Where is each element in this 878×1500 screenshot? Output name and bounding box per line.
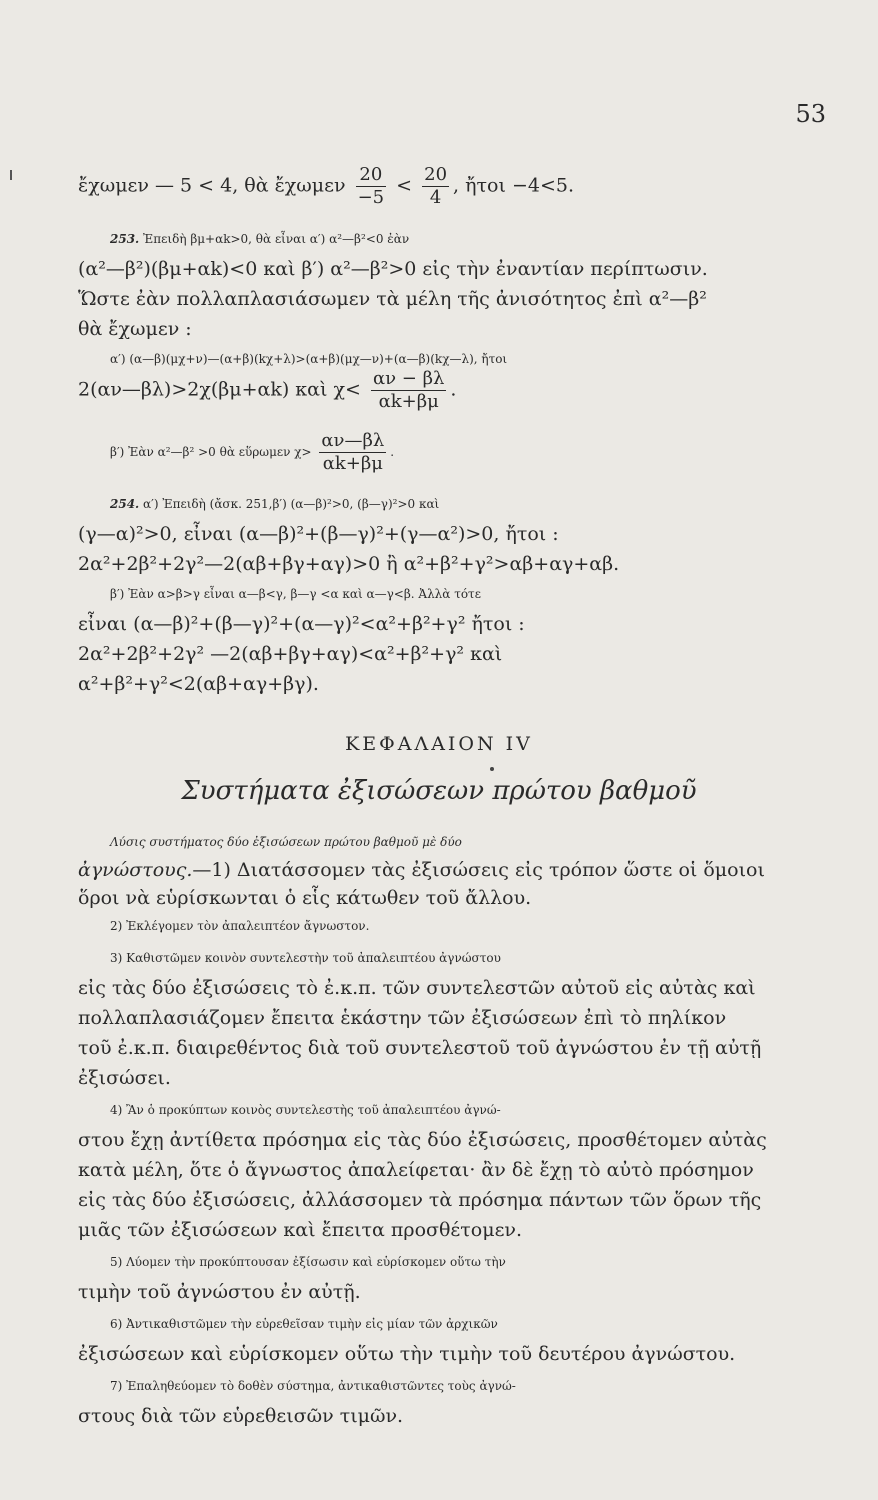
section-title: Συστήματα ἐξισώσεων πρώτου βαθμοῦ bbox=[181, 776, 697, 806]
dot-ornament bbox=[490, 767, 494, 771]
chapter-heading: ΚΕΦΑΛΑΙΟΝ IV bbox=[345, 733, 533, 755]
text-line bbox=[110, 432, 870, 473]
text-line: 2α²+2β²+2γ²—2(αβ+βγ+αγ)>0 ἢ α²+β²+γ²>αβ+αγ+αβ. bbox=[78, 553, 620, 575]
text-span: α′) Ἐπειδὴ (ἄσκ. 251,β′) (α—β)²>0, (β—γ)²>0 καὶ bbox=[139, 497, 440, 511]
text-line: στου ἔχῃ ἀντίθετα πρόσημα εἰς τὰς δύο ἐξισώσεις, προσθέτομεν αὐτὰς bbox=[78, 1129, 767, 1151]
text-line: εἰς τὰς δύο ἐξισώσεις τὸ ἐ.κ.π. τῶν συντελεστῶν αὐτοῦ εἰς αὐτὰς καὶ bbox=[78, 977, 756, 999]
text-line: ἐξισώσεων καὶ εὑρίσκομεν οὕτω τὴν τιμὴν τοῦ δευτέρου ἀγνώστου. bbox=[78, 1343, 736, 1365]
fraction bbox=[371, 370, 446, 411]
exercise-number: 253. bbox=[110, 232, 140, 246]
text-span: ἔχωμεν — 5 < 4, θὰ ἔχωμεν bbox=[78, 174, 346, 197]
exercise-number: 254. bbox=[110, 497, 140, 511]
text-line: 7) Ἐπαληθεύομεν τὸ δοθὲν σύστημα, ἀντικαθιστῶντες τοὺς ἀγνώ- bbox=[110, 1379, 516, 1393]
text-line: τιμὴν τοῦ ἀγνώστου ἐν αὐτῇ. bbox=[78, 1281, 361, 1303]
text-line: 2) Ἐκλέγομεν τὸν ἀπαλειπτέον ἄγνωστον. bbox=[110, 919, 370, 933]
text-span: Ἐπειδὴ βμ+αk>0, θὰ εἶναι α′) α²—β²<0 ἐὰν bbox=[139, 232, 410, 246]
fraction-denominator: −5 bbox=[357, 187, 385, 208]
fraction-numerator: 20 bbox=[424, 164, 448, 185]
text-span: , ἤτοι −4<5. bbox=[453, 174, 575, 197]
fraction-denominator: αk+βμ bbox=[319, 452, 386, 473]
fraction-denominator: αk+βμ bbox=[371, 390, 446, 411]
text-line: 4) Ἂν ὁ προκύπτων κοινὸς συντελεστὴς τοῦ ἀπαλειπτέου ἀγνώ- bbox=[110, 1103, 501, 1117]
text-line: ἐξισώσει. bbox=[78, 1067, 171, 1089]
text-line: α′) (α—β)(μχ+ν)—(α+β)(kχ+λ)>(α+β)(μχ—ν)+(α—β)(kχ—λ), ἤτοι bbox=[110, 352, 508, 366]
margin-mark bbox=[10, 170, 12, 180]
text-line: εἰς τὰς δύο ἐξισώσεις, ἀλλάσσομεν τὰ πρόσημα πάντων τῶν ὅρων τῆς bbox=[78, 1189, 762, 1211]
text-line: πολλαπλασιάζομεν ἔπειτα ἑκάστην τῶν ἐξισώσεων ἐπὶ τὸ πηλίκον bbox=[78, 1007, 727, 1029]
text-line: 3) Καθιστῶμεν κοινὸν συντελεστὴν τοῦ ἀπαλειπτέου ἀγνώστου bbox=[110, 951, 501, 965]
text-line: β′) Ἐὰν α>β>γ εἶναι α—β<γ, β—γ <α καὶ α—γ<β. Ἀλλὰ τότε bbox=[110, 587, 481, 601]
text-line bbox=[78, 166, 838, 207]
fraction-numerator: αν − βλ bbox=[372, 368, 445, 389]
text-line: μιᾶς τῶν ἐξισώσεων καὶ ἔπειτα προσθέτομεν. bbox=[78, 1219, 523, 1241]
fraction bbox=[356, 166, 387, 207]
page-number: 53 bbox=[795, 100, 826, 128]
text-line bbox=[78, 370, 838, 411]
text-line bbox=[78, 856, 838, 884]
fraction-numerator: αν—βλ bbox=[321, 430, 385, 451]
text-span: < bbox=[396, 174, 413, 197]
text-span: ἀγνώστους. bbox=[78, 859, 193, 881]
text-line: Ὥστε ἐὰν πολλαπλασιάσωμεν τὰ μέλη τῆς ἀνισότητος ἐπὶ α²—β² bbox=[78, 288, 707, 310]
text-span: . bbox=[450, 378, 457, 401]
fraction-denominator: 4 bbox=[422, 186, 449, 207]
text-line: κατὰ μέλη, ὅτε ὁ ἄγνωστος ἀπαλείφεται· ἂν δὲ ἔχῃ τὸ αὐτὸ πρόσημον bbox=[78, 1159, 754, 1181]
text-line: εἶναι (α—β)²+(β—γ)²+(α—γ)²<α²+β²+γ² ἤτοι : bbox=[78, 613, 525, 635]
text-line bbox=[110, 225, 870, 253]
text-line: 5) Λύομεν τὴν προκύπτουσαν ἐξίσωσιν καὶ εὑρίσκομεν οὕτω τὴν bbox=[110, 1255, 506, 1269]
fraction-numerator: 20 bbox=[359, 164, 383, 185]
text-span: 2(αν—βλ)>2χ(βμ+αk) καὶ χ< bbox=[78, 378, 361, 401]
text-line: α²+β²+γ²<2(αβ+αγ+βγ). bbox=[78, 673, 319, 695]
text-line: τοῦ ἐ.κ.π. διαιρεθέντος διὰ τοῦ συντελεστοῦ τοῦ ἀγνώστου ἐν τῇ αὐτῇ bbox=[78, 1037, 762, 1059]
fraction bbox=[319, 432, 386, 473]
text-span: β′) Ἐὰν α²—β² >0 θὰ εὕρωμεν χ> bbox=[110, 445, 312, 459]
text-span: —1) Διατάσσομεν τὰς ἐξισώσεις εἰς τρόπον ὥστε οἱ ὅμοιοι bbox=[192, 859, 765, 881]
text-line: 6) Ἀντικαθιστῶμεν τὴν εὑρεθεῖσαν τιμὴν εἰς μίαν τῶν ἀρχικῶν bbox=[110, 1317, 498, 1331]
text-line: (α²—β²)(βμ+αk)<0 καὶ β′) α²—β²>0 εἰς τὴν ἐναντίαν περίπτωσιν. bbox=[78, 258, 708, 280]
text-line: (γ—α)²>0, εἶναι (α—β)²+(β—γ)²+(γ—α²)>0, ἤτοι : bbox=[78, 523, 559, 545]
text-line: Λύσις συστήματος δύο ἐξισώσεων πρώτου βαθμοῦ μὲ δύο bbox=[110, 835, 462, 849]
text-line bbox=[110, 490, 870, 518]
text-line: θὰ ἔχωμεν : bbox=[78, 318, 192, 340]
text-line: 2α²+2β²+2γ² —2(αβ+βγ+αγ)<α²+β²+γ² καὶ bbox=[78, 643, 503, 665]
fraction bbox=[422, 166, 449, 207]
text-line: ὅροι νὰ εὑρίσκωνται ὁ εἷς κάτωθεν τοῦ ἄλλου. bbox=[78, 887, 532, 909]
text-line: στους διὰ τῶν εὑρεθεισῶν τιμῶν. bbox=[78, 1405, 404, 1427]
text-span: . bbox=[390, 445, 395, 459]
